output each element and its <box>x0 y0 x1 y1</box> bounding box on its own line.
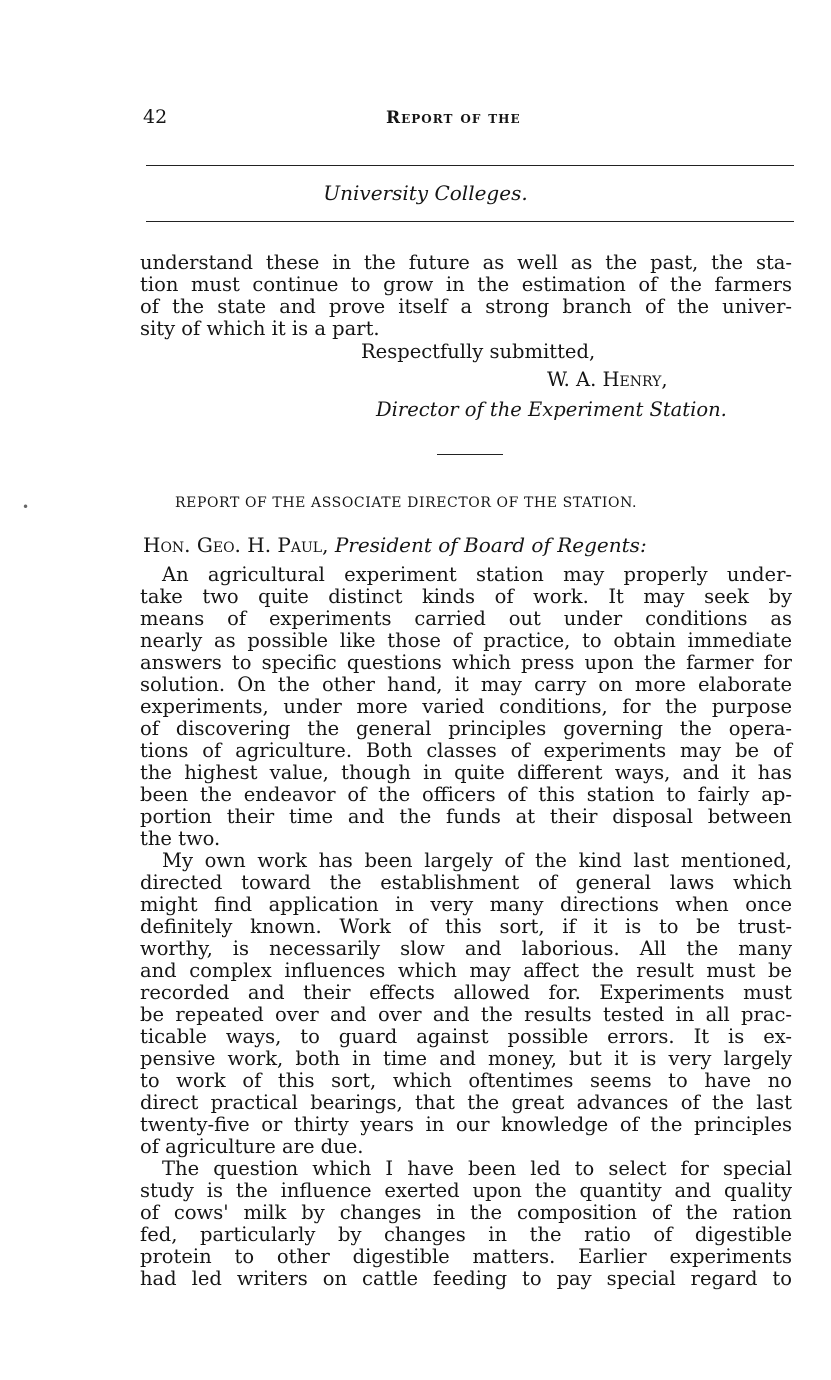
text-line: direct practical bearings, that the great advances of the last <box>140 1091 792 1114</box>
text-line: experiments, under more varied conditions, for the purpose <box>140 695 792 718</box>
text-line: tion must continue to grow in the estimation of the farmers <box>140 273 792 296</box>
section-heading: University Colleges. <box>323 181 528 205</box>
text-line: The question which I have been led to select for special <box>162 1157 792 1180</box>
text-line: solution. On the other hand, it may carry on more elaborate <box>140 673 792 696</box>
salutation-role: President of Board of Regents: <box>334 533 647 557</box>
section-divider <box>437 454 503 455</box>
text-line: ticable ways, to guard against possible errors. It is ex- <box>140 1025 792 1048</box>
text-line: directed toward the establishment of general laws which <box>140 871 792 894</box>
text-line: the two. <box>140 827 221 850</box>
text-line: study is the influence exerted upon the quantity and quality <box>140 1179 792 1202</box>
signature-title: Director of the Experiment Station. <box>376 398 727 421</box>
header-rule-top <box>146 165 794 166</box>
text-line: worthy, is necessarily slow and laborious. All the many <box>140 937 792 960</box>
salutation-name: Hon. Geo. H. Paul, <box>143 533 329 557</box>
text-line: the highest value, though in quite different ways, and it has <box>140 761 792 784</box>
text-line: of the state and prove itself a strong branch of the univer- <box>140 295 792 318</box>
text-line: tions of agriculture. Both classes of experiments may be of <box>140 739 792 762</box>
text-line: had led writers on cattle feeding to pay special regard to <box>140 1267 792 1290</box>
salutation <box>143 533 647 557</box>
text-line: be repeated over and over and the results tested in all prac- <box>140 1003 792 1026</box>
text-line: An agricultural experiment station may properly under- <box>162 563 792 586</box>
text-line: fed, particularly by changes in the ratio of digestible <box>140 1223 792 1246</box>
text-line: sity of which it is a part. <box>140 317 380 340</box>
text-line: portion their time and the funds at their disposal between <box>140 805 792 828</box>
text-line: been the endeavor of the officers of this station to fairly ap- <box>140 783 792 806</box>
report-body <box>140 564 792 1290</box>
text-line: means of experiments carried out under conditions as <box>140 607 792 630</box>
text-line: understand these in the future as well as the past, the sta- <box>140 251 792 274</box>
text-line: of agriculture are due. <box>140 1135 364 1158</box>
text-line: answers to specific questions which press upon the farmer for <box>140 651 792 674</box>
text-line: definitely known. Work of this sort, if it is to be trust- <box>140 915 792 938</box>
scan-speck: • <box>22 500 30 514</box>
text-line: nearly as possible like those of practice, to obtain immediate <box>140 629 792 652</box>
text-line: of cows' milk by changes in the composition of the ration <box>140 1201 792 1224</box>
running-head: Report of the <box>386 108 521 128</box>
text-line: twenty-five or thirty years in our knowledge of the principles <box>140 1113 792 1136</box>
header-rule-bottom <box>146 221 794 222</box>
page-number: 42 <box>143 106 168 128</box>
text-line: protein to other digestible matters. Earlier experiments <box>140 1245 792 1268</box>
text-line: take two quite distinct kinds of work. It may seek by <box>140 585 792 608</box>
signature-closing: Respectfully submitted, <box>361 340 596 363</box>
text-line: to work of this sort, which oftentimes seems to have no <box>140 1069 792 1092</box>
text-line: and complex influences which may affect the result must be <box>140 959 792 982</box>
text-line: pensive work, both in time and money, but it is very largely <box>140 1047 792 1070</box>
signature-name: W. A. Henry, <box>547 368 668 391</box>
closing-paragraph <box>140 252 792 340</box>
text-line: of discovering the general principles governing the opera- <box>140 717 792 740</box>
text-line: recorded and their effects allowed for. Experiments must <box>140 981 792 1004</box>
report-title: REPORT OF THE ASSOCIATE DIRECTOR OF THE STATION. <box>175 495 638 511</box>
text-line: My own work has been largely of the kind last mentioned, <box>162 849 792 872</box>
text-line: might find application in very many directions when once <box>140 893 792 916</box>
